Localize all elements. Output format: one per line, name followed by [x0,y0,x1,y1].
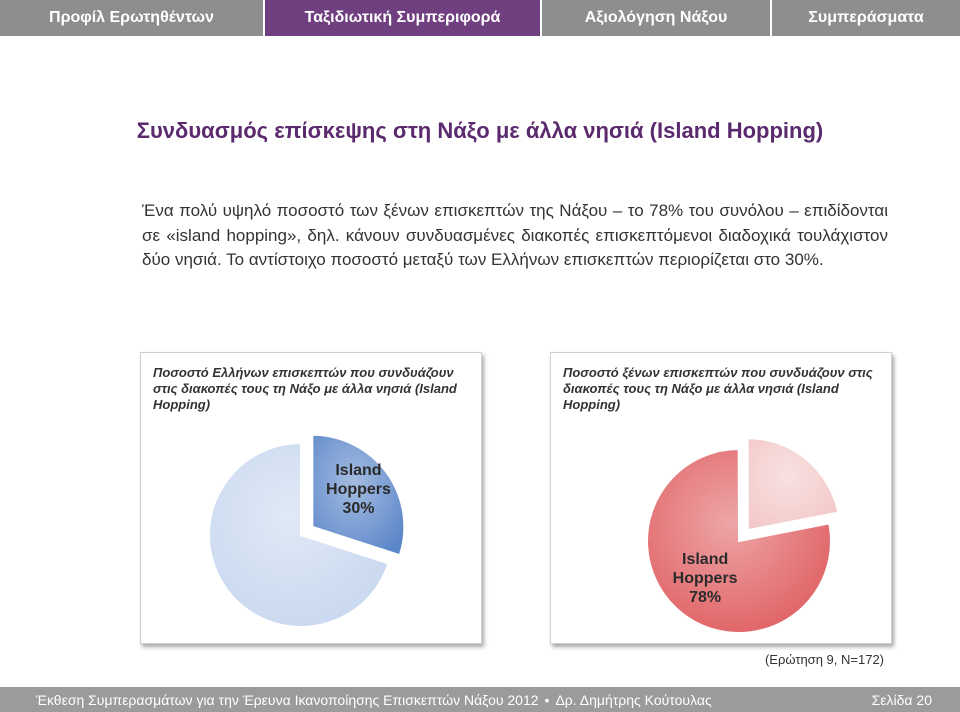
greek-pie-chart [141,353,481,643]
page-label: Σελίδα [871,692,913,708]
pie-slice-label: Island [682,551,729,569]
page-number: 20 [916,692,932,708]
pie-slice-label: Hoppers [326,481,391,499]
pie-slice-label: Island [335,462,382,480]
foreign-pie-chart [551,353,891,643]
tab-naxos-evaluation[interactable]: Αξιολόγηση Νάξου [542,0,772,36]
greek-visitors-chart [140,352,482,644]
footer-report-title: Έκθεση Συμπερασμάτων για την Έρευνα Ικανοποίησης Επισκεπτών Νάξου 2012 [36,692,539,708]
summary-paragraph: Ένα πολύ υψηλό ποσοστό των ξένων επισκεπτών της Νάξου – το 78% του συνόλου – επιδίδονται σε «island hopping», δηλ. κάνουν συνδυασμένες διακοπές επισκεπτόμενοι διαδοχικά τουλάχιστον δύο νησιά. Το αντίστοιχο ποσοστό μεταξύ των Ελλήνων επισκεπτών περιορίζεται στο 30%. [142,201,888,269]
pie-slice-label: Hoppers [672,570,738,588]
pie-value-label: 78% [689,589,722,607]
foreign-visitors-chart [550,352,892,644]
slide-title: Συνδυασμός επίσκεψης στη Νάξο με άλλα νησιά (Island Hopping) [136,118,824,143]
navigation-tabs [0,0,960,36]
pie-value-label: 30% [342,500,375,518]
page-indicator [872,692,932,708]
greek-chart-title: Ποσοστό Ελλήνων επισκεπτών που συνδυάζουν στις διακοπές τους τη Νάξο με άλλα νησιά (Island Hopping) [153,365,457,412]
pie-slice-gloss [748,438,839,530]
source-note: (Ερώτηση 9, Ν=172) [764,652,884,667]
footer-author: Δρ. Δημήτρης Κούτουλας [555,692,712,708]
foreign-chart-title: Ποσοστό ξένων επισκεπτών που συνδυάζουν στις διακοπές τους τη Νάξο με άλλα νησιά (Island Hopping) [563,365,873,412]
tab-travel-behaviour[interactable]: Ταξιδιωτική Συμπεριφορά [265,0,542,36]
tab-conclusions[interactable]: Συμπεράσματα [772,0,960,36]
footer-report-line [36,692,712,708]
footer-bar [0,687,960,712]
tab-respondent-profile[interactable]: Προφίλ Ερωτηθέντων [0,0,265,36]
footer-separator: • [544,692,550,708]
